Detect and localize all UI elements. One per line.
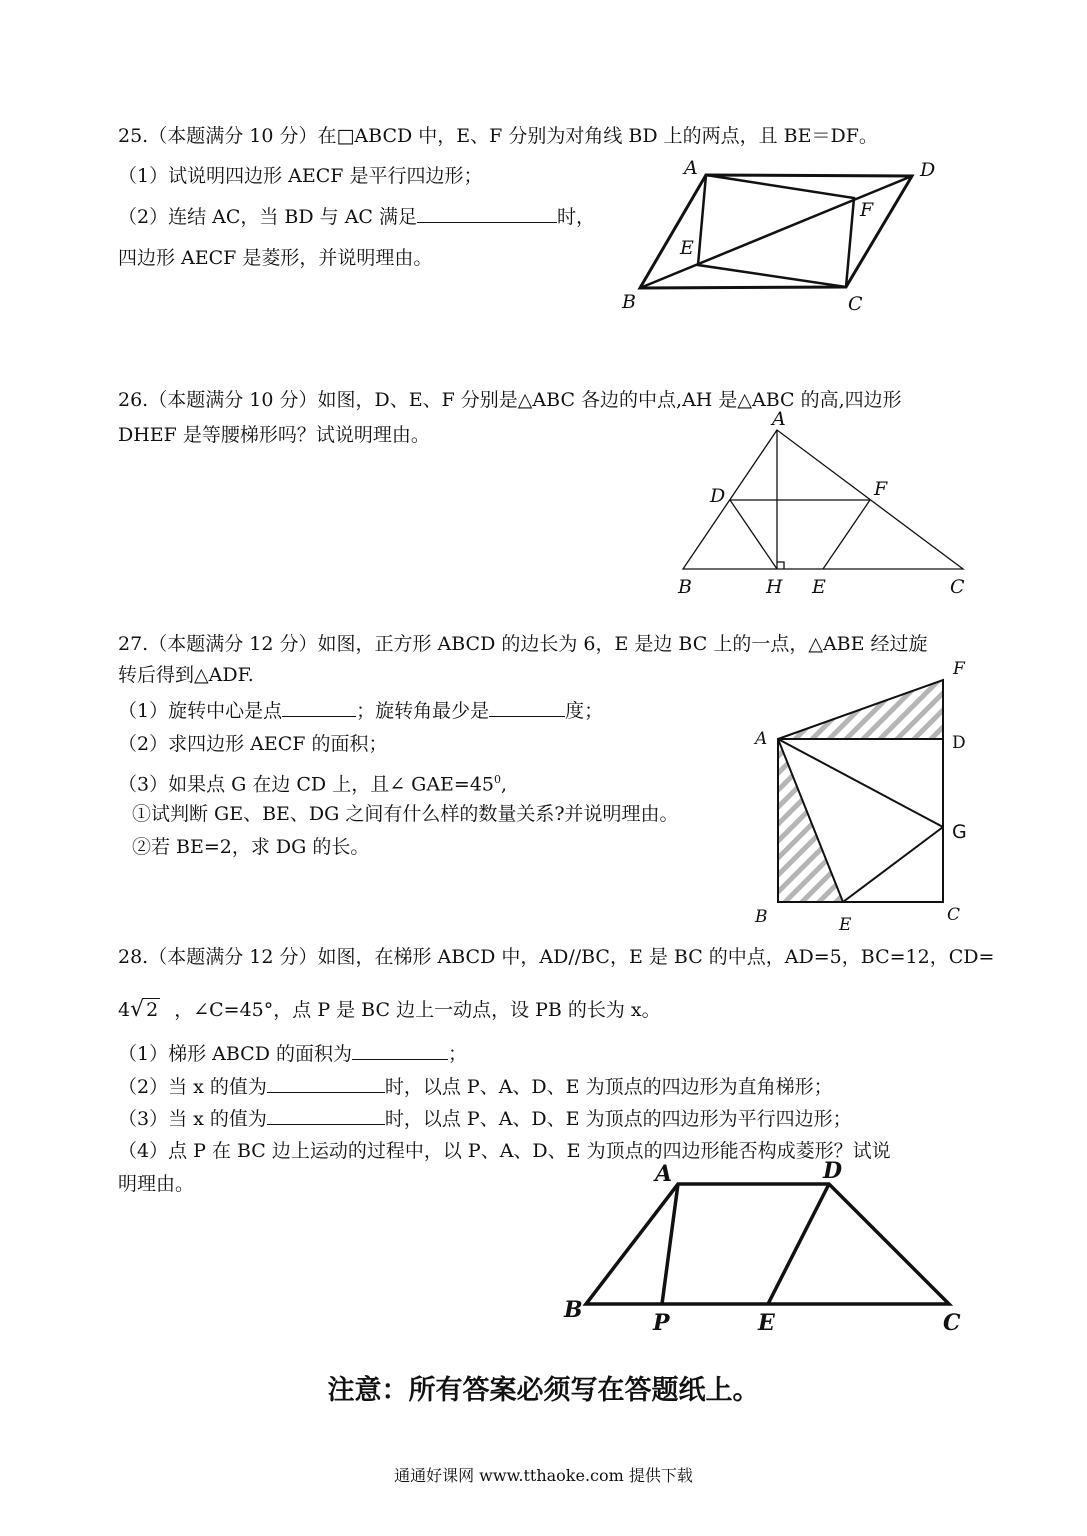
- q27-line2: 转后得到△ADF.: [118, 664, 254, 686]
- q27-hatched-triangle-adf: [778, 680, 943, 739]
- q28-sqrt-sign: √: [130, 997, 145, 1022]
- q26-label-h: H: [766, 576, 783, 598]
- q27-part1-text-a: （1）旋转中心是点: [118, 700, 283, 722]
- q26-line1: 26.（本题满分 10 分）如图，D、E、F 分别是△ABC 各边的中点,AH 是△ABC 的高,四边形: [118, 389, 902, 411]
- q25-part2-line2: 四边形 AECF 是菱形，并说明理由。: [118, 247, 433, 269]
- q28-part2: [118, 1074, 833, 1099]
- q26-label-c: C: [950, 576, 965, 598]
- q26-label-b: B: [678, 576, 692, 598]
- q28-part3-text-a: （3）当 x 的值为: [118, 1108, 267, 1130]
- q25-parallelogram-figure: [610, 150, 950, 320]
- q27-part1-text-b: ；旋转角最少是: [356, 700, 490, 722]
- q27-label-a: A: [755, 729, 768, 749]
- q27-label-c: C: [947, 905, 961, 925]
- q25-part2-tail: 时，: [557, 206, 596, 228]
- page-footer: 通通好课网 www.tthaoke.com 提供下载: [394, 1466, 693, 1485]
- q26-label-a: A: [772, 408, 786, 430]
- q26-segment-fe: [823, 500, 870, 569]
- q28-area-blank[interactable]: [352, 1041, 448, 1060]
- q25-label-c: C: [848, 293, 863, 315]
- q28-parallelogram-blank[interactable]: [267, 1106, 385, 1125]
- q26-label-f: F: [874, 478, 888, 500]
- q25-part2: [118, 204, 595, 229]
- q28-part1-text-b: ；: [447, 1043, 467, 1065]
- q27-part2: （2）求四边形 AECF 的面积；: [118, 733, 388, 755]
- q28-label-p: P: [653, 1310, 670, 1336]
- q28-part3-text-b: 时，以点 P、A、D、E 为顶点的四边形为平行四边形；: [384, 1108, 852, 1130]
- q28-segment-de: [768, 1184, 829, 1304]
- q27-label-f: F: [953, 659, 965, 679]
- q27-part3: [118, 768, 507, 796]
- q25-part2-text: （2）连结 AC，当 BD 与 AC 满足: [118, 206, 418, 228]
- q28-part4-line2: 明理由。: [118, 1173, 195, 1195]
- q28-line1: 28.（本题满分 12 分）如图，在梯形 ABCD 中，AD//BC，E 是 BC 的中点，AD=5，BC=12，CD=: [118, 946, 995, 968]
- q28-cd-coefficient: 4: [118, 999, 131, 1021]
- q25-label-a: A: [684, 157, 698, 179]
- q27-part3-text: （3）如果点 G 在边 CD 上，且∠ GAE=45: [118, 773, 495, 796]
- q27-label-e: E: [839, 915, 852, 935]
- answer-notice: 注意：所有答案必须写在答题纸上。: [327, 1375, 760, 1406]
- q27-label-d: D: [952, 733, 966, 753]
- q28-right-trapezoid-blank[interactable]: [267, 1074, 385, 1093]
- q26-label-e: E: [812, 576, 826, 598]
- q28-part1-text-a: （1）梯形 ABCD 的面积为: [118, 1043, 352, 1065]
- q27-part1-text-c: 度；: [565, 700, 604, 722]
- q25-part1: （1）试说明四边形 AECF 是平行四边形；: [118, 165, 483, 187]
- q26-line2: DHEF 是等腰梯形吗？试说明理由。: [118, 424, 430, 446]
- q27-part3-degree: 0: [494, 773, 502, 786]
- q27-segment-eg: [843, 827, 943, 902]
- q27-square-figure: [745, 650, 985, 940]
- q26-triangle-figure: [660, 405, 980, 605]
- q28-label-e: E: [758, 1310, 775, 1336]
- q28-label-a: A: [655, 1161, 673, 1187]
- q27-line1: 27.（本题满分 12 分）如图，正方形 ABCD 的边长为 6，E 是边 BC 上的一点，△ABE 经过旋: [118, 633, 928, 655]
- q26-label-d: D: [710, 485, 726, 507]
- q26-segment-dh: [730, 500, 777, 569]
- q27-part3-comma: ,: [501, 773, 508, 796]
- q28-line2-text: ，∠C=45°，点 P 是 BC 边上一动点，设 PB 的长为 x。: [174, 999, 661, 1021]
- q27-center-blank[interactable]: [282, 698, 356, 717]
- q27-part3-ii: ②若 BE=2，求 DG 的长。: [132, 836, 370, 858]
- q27-hatched-triangle-abe: [778, 739, 843, 902]
- q25-label-e: E: [680, 237, 694, 259]
- q28-part3: [118, 1106, 852, 1131]
- q25-label-b: B: [622, 291, 636, 313]
- q27-label-g: G: [952, 821, 967, 843]
- q27-angle-blank[interactable]: [489, 698, 565, 717]
- q25-answer-blank[interactable]: [417, 204, 557, 223]
- q27-label-b: B: [755, 907, 768, 927]
- q28-trapezoid-figure: [555, 1155, 975, 1350]
- q28-cd-radicand: 2: [146, 999, 159, 1021]
- q27-part3-i: ①试判断 GE、BE、DG 之间有什么样的数量关系?并说明理由。: [132, 803, 679, 825]
- q28-line2: [118, 998, 661, 1022]
- q28-part2-text-a: （2）当 x 的值为: [118, 1076, 267, 1098]
- q25-stem: 25.（本题满分 10 分）在□ABCD 中，E、F 分别为对角线 BD 上的两点，且 BE＝DF。: [118, 125, 878, 147]
- q25-label-d: D: [920, 159, 936, 181]
- q25-diagonal-bd: [640, 176, 912, 288]
- q26-right-angle-mark: [777, 562, 784, 569]
- q28-trapezoid-abcd: [586, 1184, 949, 1304]
- q28-part1: [118, 1041, 467, 1066]
- q25-label-f: F: [860, 199, 874, 221]
- q27-part1: [118, 698, 603, 723]
- q28-label-d: D: [823, 1158, 843, 1184]
- q28-part4-line1: （4）点 P 在 BC 边上运动的过程中，以 P、A、D、E 为顶点的四边形能否构成菱形？试说: [118, 1140, 891, 1162]
- q28-part2-text-b: 时，以点 P、A、D、E 为顶点的四边形为直角梯形；: [384, 1076, 833, 1098]
- q28-label-b: B: [564, 1297, 583, 1323]
- q28-label-c: C: [943, 1310, 961, 1336]
